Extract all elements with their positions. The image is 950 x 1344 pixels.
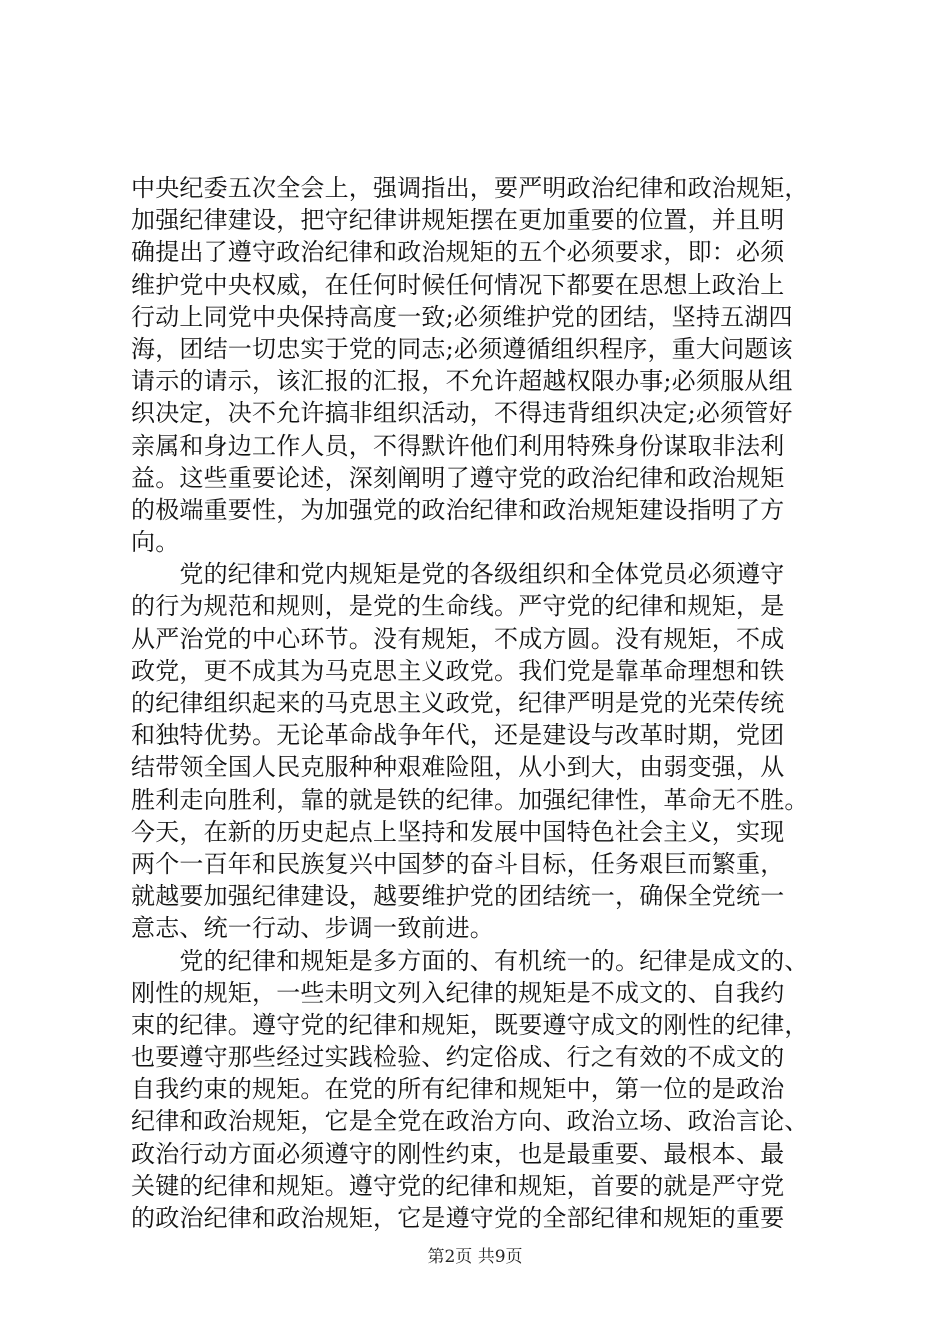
text-line: 行动上同党中央保持高度一致;必须维护党的团结，坚持五湖四 [131, 302, 793, 331]
text-line: 的极端重要性，为加强党的政治纪律和政治规矩建设指明了方 [131, 495, 785, 524]
text-line: 向。 [131, 528, 180, 557]
text-line: 维护党中央权威，在任何时候任何情况下都要在思想上政治上 [131, 270, 785, 299]
text-line: 海，团结一切忠实于党的同志;必须遵循组织程序，重大问题该 [131, 334, 793, 363]
text-line: 胜利走向胜利，靠的就是铁的纪律。加强纪律性，革命无不胜。 [131, 785, 809, 814]
page-footer: 第2页 共9页 [427, 1247, 523, 1267]
text-line: 结带领全国人民克服种种艰难险阻，从小到大，由弱变强，从 [131, 753, 785, 782]
text-line: 确提出了遵守政治纪律和政治规矩的五个必须要求，即：必须 [131, 238, 785, 267]
text-line: 益。这些重要论述，深刻阐明了遵守党的政治纪律和政治规矩 [131, 463, 785, 492]
text-line: 的行为规范和规则，是党的生命线。严守党的纪律和规矩，是 [131, 592, 785, 621]
text-line: 束的纪律。遵守党的纪律和规矩，既要遵守成文的刚性的纪律， [131, 1010, 809, 1039]
text-line: 刚性的规矩，一些未明文列入纪律的规矩是不成文的、自我约 [131, 978, 785, 1007]
text-line: 就越要加强纪律建设，越要维护党的团结统一，确保全党统一 [131, 882, 785, 911]
text-line: 纪律和政治规矩，它是全党在政治方向、政治立场、政治言论、 [131, 1107, 809, 1136]
text-line: 也要遵守那些经过实践检验、约定俗成、行之有效的不成文的 [131, 1043, 785, 1072]
text-line: 加强纪律建设，把守纪律讲规矩摆在更加重要的位置，并且明 [131, 206, 785, 235]
text-line: 的政治纪律和政治规矩，它是遵守党的全部纪律和规矩的重要 [131, 1204, 785, 1232]
text-line: 织决定，决不允许搞非组织活动，不得违背组织决定;必须管好 [131, 399, 793, 428]
text-line: 意志、统一行动、步调一致前进。 [131, 914, 494, 943]
text-line: 关键的纪律和规矩。遵守党的纪律和规矩，首要的就是严守党 [131, 1171, 785, 1200]
text-line: 党的纪律和党内规矩是党的各级组织和全体党员必须遵守 [131, 560, 785, 589]
text-line: 从严治党的中心环节。没有规矩，不成方圆。没有规矩，不成 [131, 624, 785, 653]
text-line: 党的纪律和规矩是多方面的、有机统一的。纪律是成文的、 [131, 946, 809, 975]
text-line: 政治行动方面必须遵守的刚性约束，也是最重要、最根本、最 [131, 1139, 785, 1168]
text-line: 请示的请示，该汇报的汇报，不允许超越权限办事;必须服从组 [131, 367, 793, 396]
text-line: 和独特优势。无论革命战争年代，还是建设与改革时期，党团 [131, 721, 785, 750]
body-text [131, 172, 831, 1234]
text-line: 今天，在新的历史起点上坚持和发展中国特色社会主义，实现 [131, 817, 785, 846]
text-line: 自我约束的规矩。在党的所有纪律和规矩中，第一位的是政治 [131, 1075, 785, 1104]
text-line: 的纪律组织起来的马克思主义政党，纪律严明是党的光荣传统 [131, 689, 785, 717]
text-line: 政党，更不成其为马克思主义政党。我们党是靠革命理想和铁 [131, 656, 785, 685]
text-line: 两个一百年和民族复兴中国梦的奋斗目标，任务艰巨而繁重， [131, 849, 785, 878]
text-line: 亲属和身边工作人员，不得默许他们利用特殊身份谋取非法利 [131, 431, 785, 460]
text-line: 中央纪委五次全会上，强调指出，要严明政治纪律和政治规矩， [131, 174, 809, 202]
